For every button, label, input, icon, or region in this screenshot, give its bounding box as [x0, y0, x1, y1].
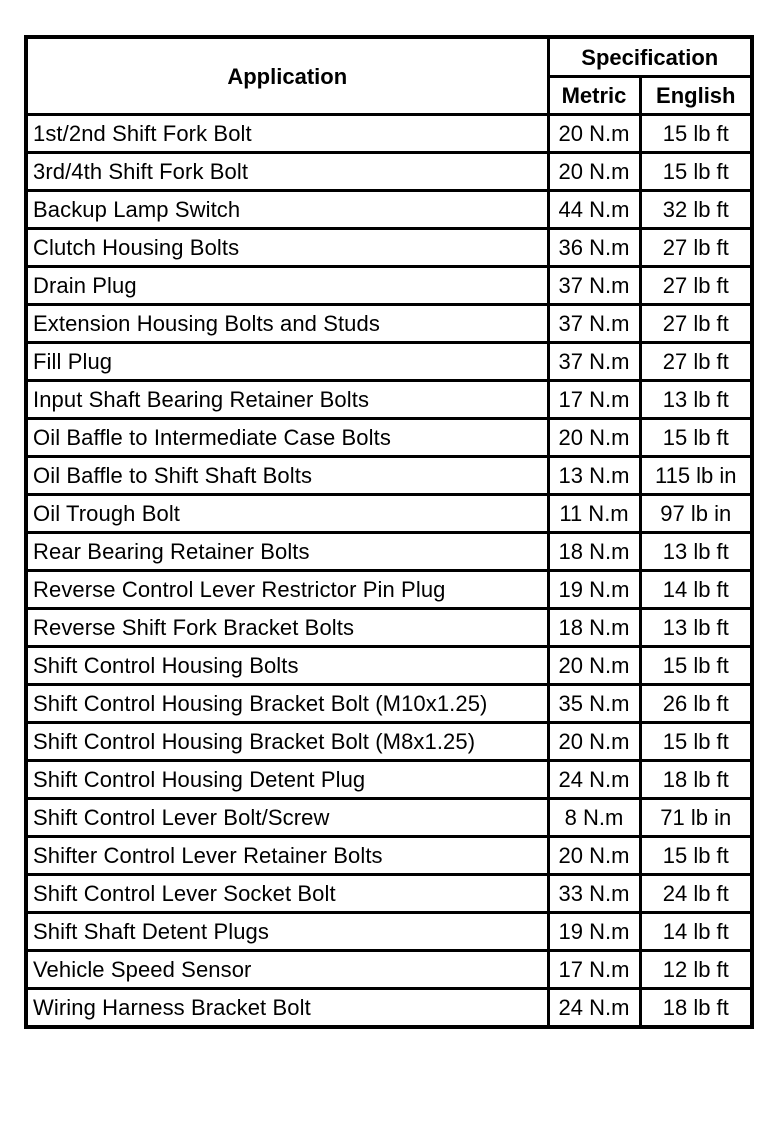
table-row: [26, 609, 752, 647]
table-row: [26, 305, 752, 343]
metric-value-cell: 24 N.m: [548, 761, 640, 799]
table-row: [26, 381, 752, 419]
english-value-cell: 115 lb in: [640, 457, 752, 495]
application-cell: Wiring Harness Bracket Bolt: [26, 989, 548, 1028]
application-cell: Shift Control Lever Socket Bolt: [26, 875, 548, 913]
table-row: [26, 153, 752, 191]
metric-value-cell: 37 N.m: [548, 305, 640, 343]
english-value-cell: 24 lb ft: [640, 875, 752, 913]
metric-value-cell: 13 N.m: [548, 457, 640, 495]
table-row: [26, 343, 752, 381]
english-value-cell: 14 lb ft: [640, 571, 752, 609]
metric-column-header: Metric: [548, 77, 640, 115]
metric-value-cell: 11 N.m: [548, 495, 640, 533]
english-value-cell: 71 lb in: [640, 799, 752, 837]
table-row: [26, 837, 752, 875]
english-value-cell: 15 lb ft: [640, 115, 752, 153]
metric-value-cell: 20 N.m: [548, 419, 640, 457]
metric-value-cell: 44 N.m: [548, 191, 640, 229]
table-row: [26, 647, 752, 685]
english-value-cell: 18 lb ft: [640, 761, 752, 799]
application-cell: Shift Control Lever Bolt/Screw: [26, 799, 548, 837]
table-row: [26, 989, 752, 1028]
table-row: [26, 571, 752, 609]
application-cell: Input Shaft Bearing Retainer Bolts: [26, 381, 548, 419]
application-column-header: Application: [26, 37, 548, 115]
table-row: [26, 495, 752, 533]
metric-value-cell: 17 N.m: [548, 951, 640, 989]
table-row: [26, 685, 752, 723]
english-value-cell: 32 lb ft: [640, 191, 752, 229]
english-value-cell: 13 lb ft: [640, 381, 752, 419]
specification-column-header: Specification: [548, 37, 752, 77]
table-row: [26, 723, 752, 761]
english-value-cell: 13 lb ft: [640, 533, 752, 571]
english-value-cell: 26 lb ft: [640, 685, 752, 723]
application-cell: Rear Bearing Retainer Bolts: [26, 533, 548, 571]
application-cell: Shift Control Housing Detent Plug: [26, 761, 548, 799]
application-cell: Shift Control Housing Bolts: [26, 647, 548, 685]
metric-value-cell: 37 N.m: [548, 343, 640, 381]
application-cell: Extension Housing Bolts and Studs: [26, 305, 548, 343]
application-cell: Drain Plug: [26, 267, 548, 305]
metric-value-cell: 17 N.m: [548, 381, 640, 419]
metric-value-cell: 20 N.m: [548, 647, 640, 685]
application-cell: Oil Trough Bolt: [26, 495, 548, 533]
english-value-cell: 97 lb in: [640, 495, 752, 533]
metric-value-cell: 19 N.m: [548, 913, 640, 951]
application-cell: Reverse Control Lever Restrictor Pin Plug: [26, 571, 548, 609]
english-value-cell: 12 lb ft: [640, 951, 752, 989]
metric-value-cell: 24 N.m: [548, 989, 640, 1028]
application-cell: Shift Control Housing Bracket Bolt (M10x1.25): [26, 685, 548, 723]
application-cell: Clutch Housing Bolts: [26, 229, 548, 267]
metric-value-cell: 19 N.m: [548, 571, 640, 609]
english-value-cell: 15 lb ft: [640, 153, 752, 191]
application-cell: Shifter Control Lever Retainer Bolts: [26, 837, 548, 875]
application-cell: Backup Lamp Switch: [26, 191, 548, 229]
application-cell: Oil Baffle to Shift Shaft Bolts: [26, 457, 548, 495]
table-row: [26, 457, 752, 495]
fastener-spec-table: [24, 35, 754, 1029]
application-cell: Shift Control Housing Bracket Bolt (M8x1.25): [26, 723, 548, 761]
metric-value-cell: 37 N.m: [548, 267, 640, 305]
english-value-cell: 15 lb ft: [640, 419, 752, 457]
application-cell: Reverse Shift Fork Bracket Bolts: [26, 609, 548, 647]
metric-value-cell: 20 N.m: [548, 115, 640, 153]
table-row: [26, 229, 752, 267]
application-cell: Oil Baffle to Intermediate Case Bolts: [26, 419, 548, 457]
english-column-header: English: [640, 77, 752, 115]
metric-value-cell: 18 N.m: [548, 533, 640, 571]
metric-value-cell: 33 N.m: [548, 875, 640, 913]
application-cell: Shift Shaft Detent Plugs: [26, 913, 548, 951]
english-value-cell: 15 lb ft: [640, 647, 752, 685]
table-row: [26, 267, 752, 305]
metric-value-cell: 20 N.m: [548, 837, 640, 875]
metric-value-cell: 35 N.m: [548, 685, 640, 723]
application-cell: Fill Plug: [26, 343, 548, 381]
table-row: [26, 419, 752, 457]
table-row: [26, 115, 752, 153]
table-row: [26, 913, 752, 951]
english-value-cell: 27 lb ft: [640, 305, 752, 343]
table-row: [26, 799, 752, 837]
metric-value-cell: 8 N.m: [548, 799, 640, 837]
english-value-cell: 15 lb ft: [640, 837, 752, 875]
table-row: [26, 191, 752, 229]
english-value-cell: 13 lb ft: [640, 609, 752, 647]
english-value-cell: 14 lb ft: [640, 913, 752, 951]
table-row: [26, 875, 752, 913]
english-value-cell: 27 lb ft: [640, 229, 752, 267]
english-value-cell: 27 lb ft: [640, 267, 752, 305]
application-cell: 3rd/4th Shift Fork Bolt: [26, 153, 548, 191]
application-cell: Vehicle Speed Sensor: [26, 951, 548, 989]
metric-value-cell: 20 N.m: [548, 153, 640, 191]
english-value-cell: 27 lb ft: [640, 343, 752, 381]
application-cell: 1st/2nd Shift Fork Bolt: [26, 115, 548, 153]
metric-value-cell: 20 N.m: [548, 723, 640, 761]
table-row: [26, 951, 752, 989]
metric-value-cell: 18 N.m: [548, 609, 640, 647]
table-row: [26, 761, 752, 799]
table-header: [26, 37, 752, 115]
metric-value-cell: 36 N.m: [548, 229, 640, 267]
english-value-cell: 18 lb ft: [640, 989, 752, 1028]
english-value-cell: 15 lb ft: [640, 723, 752, 761]
table-body: [26, 115, 752, 1028]
table-row: [26, 533, 752, 571]
